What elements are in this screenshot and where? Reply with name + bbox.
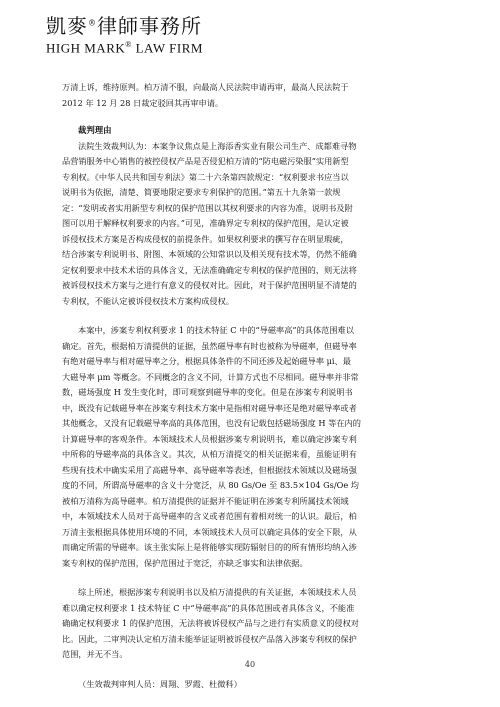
paragraph-line: 度的不同，所谓高导磁率的含义十分宽泛，从 80 Gs/Oe 至 83.5×104 Gs/Oe 均 [62,480,359,490]
intro-line: 万清上诉，维持原判。柏万清不服，向最高人民法院申请再审，最高人民法院于 [62,82,349,92]
paragraph-line: 定：“发明或者实用新型专利权的保护范围以其权利要求的内容为准，说明书及附 [62,202,353,213]
paragraph-line: 中，本领域技术人员对于高导磁率的含义或者范围有着相对统一的认识。最后，柏 [62,511,357,521]
paragraph-line: 本案中，涉案专利权利要求 1 的技术特征 C 中的“导磁率高”的具体范围难以 [78,325,354,335]
reasoning-paragraphs [62,139,442,663]
paragraph-line: 中所称的导磁率高的具体含义。其次，从柏万清提交的相关证据来看，虽能证明有 [62,449,357,459]
paragraph-line: 专利权。《中华人民共和国专利法》第二十六条第四款规定：“权利要求书应当以 [62,171,349,182]
paragraph-line: 综上所述，根据涉案专利说明书以及柏万清提供的有关证据，本领域技术人员 [78,587,357,597]
paragraph-line: 结合涉案专利说明书、附图、本领域的公知常识以及相关现有技术等，仍然不能确 [62,249,357,259]
paragraph-line: 被诉侵权技术方案与之进行有意义的侵权对比。因此，对于保护范围明显不清楚的 [62,280,357,290]
judges-line [62,677,442,693]
section-heading: 裁判理由 [78,125,112,135]
paragraph-line: 案专利权的保护范围，保护范围过于宽泛，亦缺乏事实和法律依据。 [62,557,308,568]
intro-line: 2012 年 12 月 28 日裁定驳回其再审申请。 [62,97,224,108]
paragraph-line: 数，磁场强度 H 发生变化时，即可观察到磁导率的变化。但是在涉案专利说明书 [62,387,353,397]
paragraph-line: 确定。首先，根据柏万清提供的证据，虽然磁导率有时也被称为导磁率，但磁导率 [62,340,357,351]
paragraph-line: 法院生效裁判认为：本案争议焦点是上海添香实业有限公司生产、成都难寻物 [78,140,357,151]
paragraph-line: 有绝对磁导率与相对磁导率之分，根据具体条件的不同还涉及起始磁导率 μi、最 [62,356,351,366]
paragraph-line: 万清主张根据具体使用环境的不同，本领域技术人员可以确定具体的安全下限，从 [62,526,357,537]
letterhead [46,12,276,55]
paragraph-line: 其他概念，又没有记载磁导率高的具体范围，也没有记载包括磁场强度 H 等在内的 [62,418,361,428]
paragraph-line: 确确定权利要求 1 的保护范围，无法将被诉侵权产品与之进行有实质意义的侵权对 [62,618,359,628]
paragraph-line: 说明书为依据，清楚、简要地限定要求专利保护的范围。”第五十九条第一款规 [62,187,341,197]
paragraph-line: 范围，并无不当。 [62,649,128,659]
paragraph-line: 难以确定权利要求 1 技术特征 C 中“导磁率高”的具体范围或者具体含义，不能准 [62,602,355,613]
paragraph-line: 中，既没有记载磁导率在涉案专利技术方案中是指相对磁导率还是绝对磁导率或者 [62,402,357,413]
paragraph-line: 比。因此，二审判决认定柏万清未能举证证明被诉侵权产品落入涉案专利权的保护 [62,633,357,644]
paragraph-line: 计算磁导率的客观条件。本领域技术人员根据涉案专利说明书，难以确定涉案专利 [62,433,357,444]
document-body [62,80,442,692]
paragraph [62,323,442,571]
paragraph [62,585,442,663]
paragraph-line: 诉侵权技术方案是否构成侵权的前提条件。如果权利要求的撰写存在明显瑕疵， [62,233,349,244]
paragraph-line: 大磁导率 μm 等概念。不同概念的含义不同，计算方式也不尽相同。磁导率并非常 [62,371,359,382]
paragraph-line: 品营销服务中心销售的被控侵权产品是否侵犯柏万清的“防电磁污染服”实用新型 [62,156,349,166]
firm-name-chinese: 凱麥®律師事務所 [46,13,202,38]
paragraph-line: 被柏万清称为高导磁率。柏万清提供的证据并不能证明在涉案专利所属技术领域 [62,495,349,506]
judges-text: （生效裁判审判人员：周翔、罗霞、杜微科） [78,678,242,689]
registered-mark: ® [125,39,132,49]
paragraph [62,139,442,310]
page-number: 40 [244,660,256,669]
paragraph-line: 些现有技术中确实采用了高磁导率、高导磁率等表述，但根据技术领域以及磁场强 [62,464,357,475]
paragraph-line: 而确定所需的导磁率。该主张实际上是将能够实现防辐射目的的所有情形均纳入涉 [62,542,357,552]
paragraph-line: 定权利要求中技术术语的具体含义，无法准确确定专利权的保护范围的，则无法将 [62,264,357,275]
firm-name-english: HIGH MARK® LAW FIRM [46,39,203,55]
paragraph-line: 图可以用于解释权利要求的内容。”可见，准确界定专利权的保护范围，是认定被 [62,218,349,228]
intro-paragraph [62,80,442,111]
registered-mark: ® [88,18,97,27]
paragraph-line: 专利权，不能认定被诉侵权技术方案构成侵权。 [62,295,234,306]
